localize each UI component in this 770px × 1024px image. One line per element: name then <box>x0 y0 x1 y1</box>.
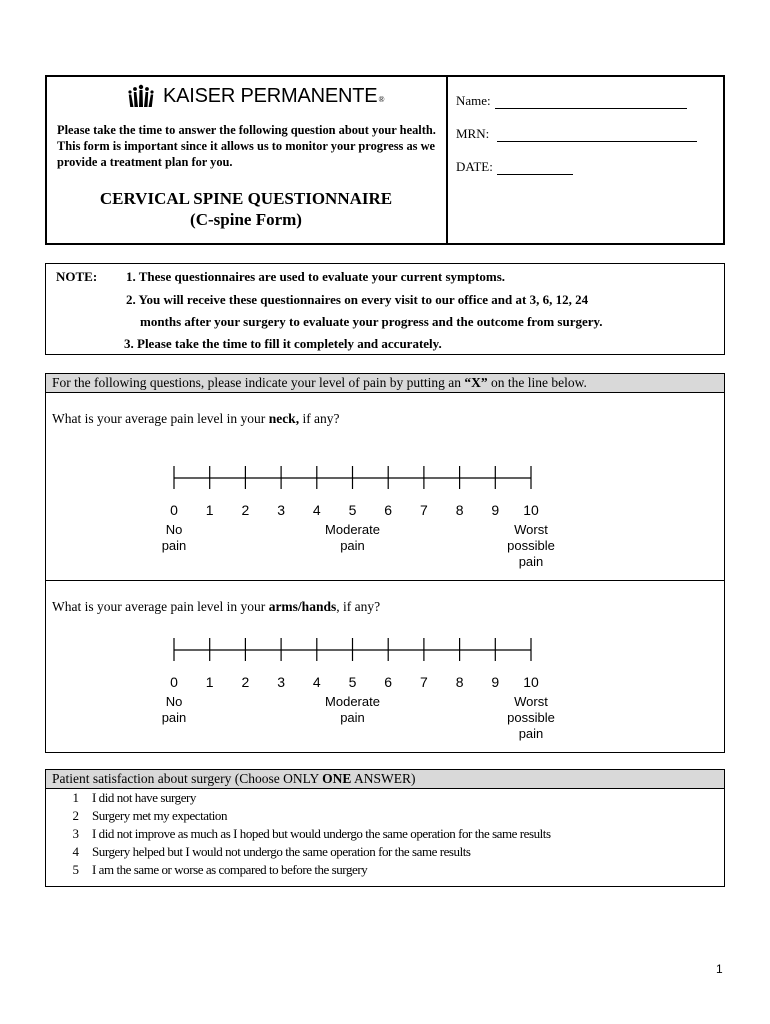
scale-number: 2 <box>241 674 250 690</box>
anchor-worst-pain: Worst possible pain <box>507 522 555 569</box>
scale-number: 4 <box>312 502 321 518</box>
arms-pain-scale[interactable] <box>161 637 555 747</box>
scale-number: 2 <box>241 502 250 518</box>
note-label: NOTE: <box>56 269 98 284</box>
option-2[interactable]: Surgery met my expectation <box>92 808 227 823</box>
satisfaction-header-text: Patient satisfaction about surgery (Choose ONLY <box>52 771 323 786</box>
scale-number: 0 <box>170 674 178 690</box>
scale-number: 1 <box>205 502 214 518</box>
name-label: Name: <box>456 93 491 108</box>
registered-mark: ® <box>378 94 385 104</box>
header-divider <box>446 75 448 245</box>
scale-number: 0 <box>170 502 178 518</box>
anchor-no-pain: No pain <box>161 694 187 725</box>
scale-number: 10 <box>523 502 539 518</box>
note-item-2a: 2. You will receive these questionnaires on every visit to our office and at 3, 6, 12, 24 <box>126 292 589 307</box>
note-item-3: 3. Please take the time to fill it completely and accurately. <box>124 336 442 351</box>
note-item-1: 1. These questionnaires are used to evaluate your current symptoms. <box>126 269 506 284</box>
pain-header-text: For the following questions, please indicate your level of pain by putting an <box>52 375 465 390</box>
logo-figures-icon <box>125 84 157 108</box>
satisfaction-header <box>52 771 416 787</box>
note-item-2b: months after your surgery to evaluate your progress and the outcome from surgery. <box>140 314 603 329</box>
scale-number: 6 <box>384 674 393 690</box>
question-arms-bold: arms/hands <box>268 599 337 614</box>
option-number: 1 <box>72 790 79 805</box>
scale-number: 7 <box>419 674 428 690</box>
anchor-worst-pain: Worst possible pain <box>507 694 555 741</box>
option-number: 2 <box>72 808 79 823</box>
anchor-moderate-pain: Moderate pain <box>325 522 380 553</box>
scale-number: 1 <box>205 674 214 690</box>
name-input-line[interactable] <box>495 96 687 109</box>
page-number: 1 <box>716 962 723 976</box>
anchor-no-pain: No pain <box>161 522 187 553</box>
question-arms-text: What is your average pain level in your <box>52 599 269 614</box>
option-number: 3 <box>72 826 79 841</box>
form-title <box>48 188 444 230</box>
logo-wordmark: KAISER PERMANENTE <box>163 84 378 107</box>
scale-number: 6 <box>384 502 393 518</box>
scale-line[interactable] <box>170 637 531 661</box>
kaiser-logo <box>125 82 385 110</box>
option-1[interactable]: I did not have surgery <box>92 790 196 805</box>
scale-number: 8 <box>455 674 464 690</box>
date-input-line[interactable] <box>497 162 573 175</box>
scale-number: 3 <box>277 502 285 518</box>
mrn-label: MRN: <box>456 126 490 141</box>
date-label: DATE: <box>456 159 493 174</box>
option-4[interactable]: Surgery helped but I would not undergo the same operation for the same results <box>92 844 471 859</box>
mrn-field[interactable] <box>456 126 697 142</box>
question-neck-bold: neck, <box>268 411 300 426</box>
pain-divider <box>45 580 725 581</box>
question-neck-end: if any? <box>299 411 340 426</box>
scale-number: 9 <box>491 674 500 690</box>
question-arms-end: , if any? <box>336 599 381 614</box>
option-number: 4 <box>72 844 79 859</box>
option-5[interactable]: I am the same or worse as compared to before the surgery <box>92 862 368 877</box>
option-3[interactable]: I did not improve as much as I hoped but would undergo the same operation for the same results <box>92 826 551 841</box>
mrn-input-line[interactable] <box>497 129 697 142</box>
scale-number: 5 <box>348 502 357 518</box>
form-title-line2: (C-spine Form) <box>190 210 302 229</box>
scale-line[interactable] <box>170 465 531 489</box>
scale-number: 4 <box>312 674 321 690</box>
scale-number: 8 <box>455 502 464 518</box>
pain-header-x: “X” <box>464 375 488 390</box>
satisfaction-header-end: ANSWER) <box>351 771 416 786</box>
name-field[interactable] <box>456 93 687 109</box>
scale-number: 7 <box>419 502 428 518</box>
option-number: 5 <box>72 862 79 877</box>
question-neck-text: What is your average pain level in your <box>52 411 269 426</box>
scale-number: 5 <box>348 674 357 690</box>
date-field[interactable] <box>456 159 573 175</box>
intro-text: Please take the time to answer the following question about your health. This form is important since it allows us to monitor your progress as we provide a treatment plan for you. <box>57 123 436 169</box>
pain-header-text-end: on the line below. <box>487 375 587 390</box>
satisfaction-header-bold: ONE <box>322 771 352 786</box>
scale-number: 3 <box>277 674 285 690</box>
pain-header <box>52 375 587 391</box>
question-neck <box>52 411 340 427</box>
form-title-line1: CERVICAL SPINE QUESTIONNAIRE <box>99 189 393 208</box>
question-arms <box>52 599 380 615</box>
scale-number: 10 <box>523 674 539 690</box>
neck-pain-scale[interactable] <box>161 465 555 575</box>
scale-number: 9 <box>491 502 500 518</box>
anchor-moderate-pain: Moderate pain <box>325 694 380 725</box>
